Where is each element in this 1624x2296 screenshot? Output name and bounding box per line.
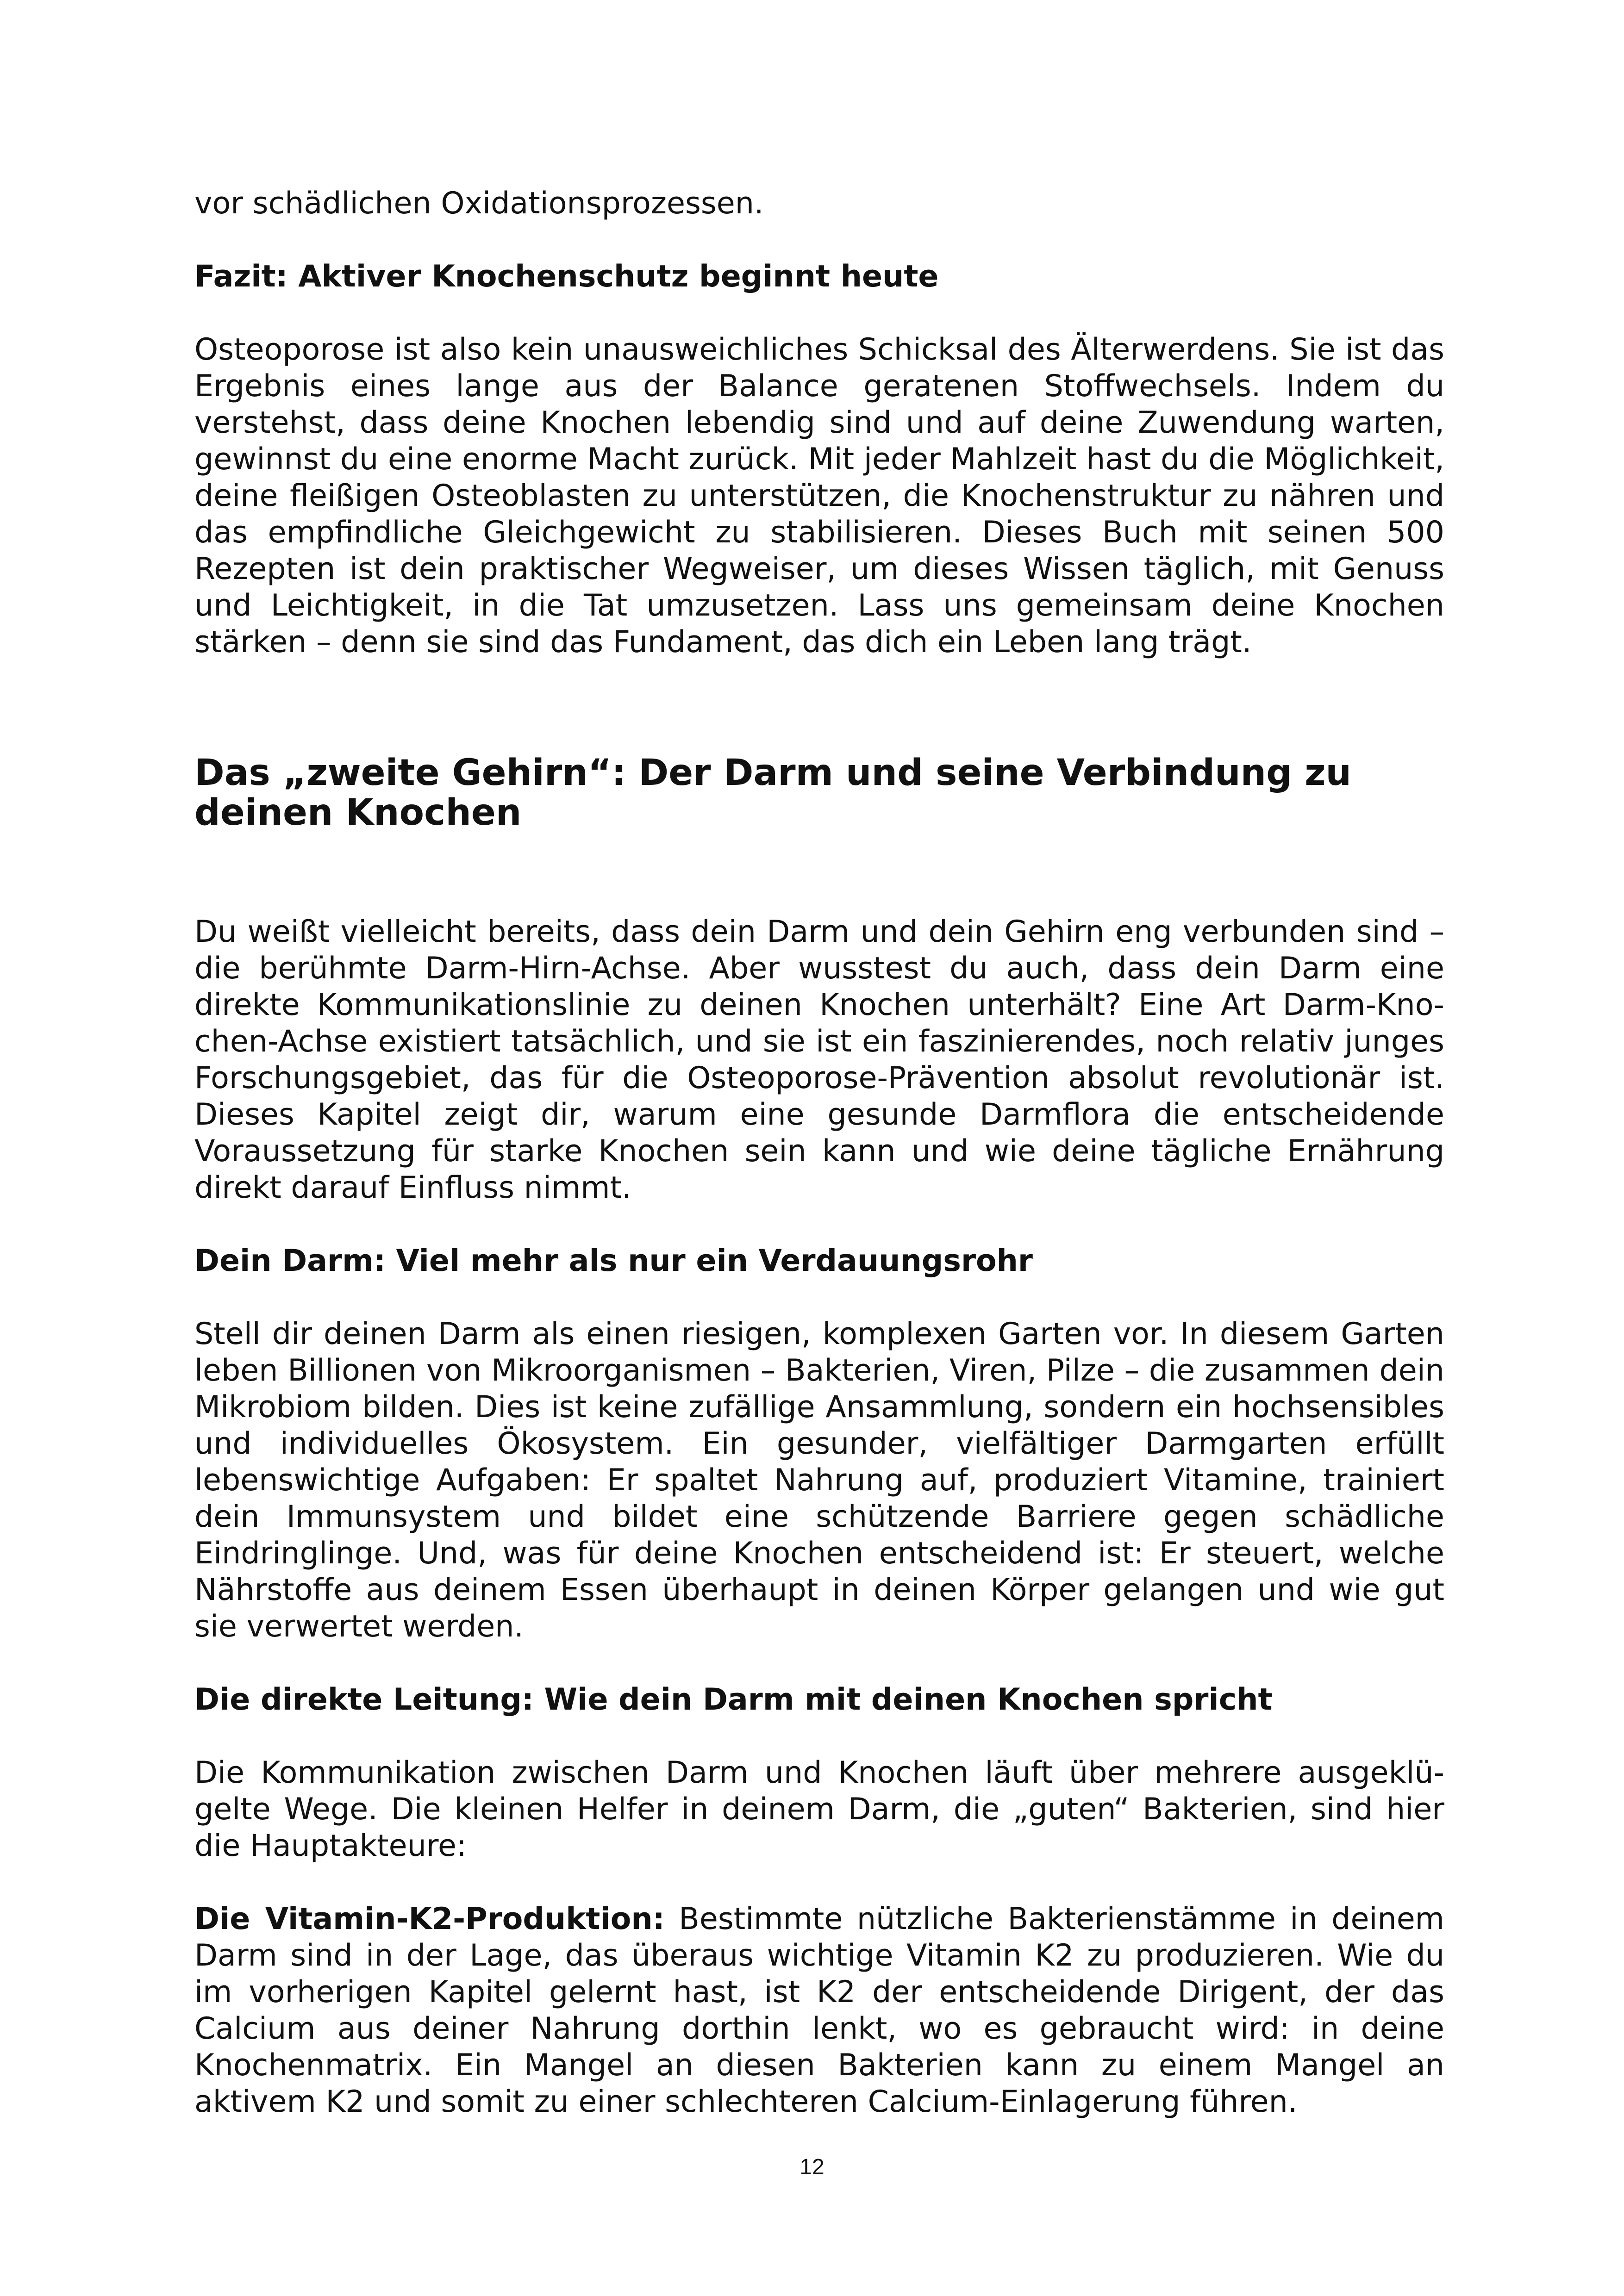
page-number: 12 — [800, 2155, 824, 2179]
vitamin-k2-paragraph — [194, 1901, 1444, 2120]
chapter-heading: Das „zweite Gehirn“: Der Darm und seine Verbindung zu deinen Knochen — [194, 752, 1352, 834]
fazit-paragraph: Osteoporose ist also kein unausweichliches Schicksal des Älterwerdens. Sie ist das Ergebnis eines lange aus der Balance geratenen Stoffwechsels. Indem du verstehst, dass deine Knochen lebendig sind und auf deine Zuwendung warten, gewinnst du eine enorme Macht zurück. Mit jeder Mahlzeit hast du die Möglichkeit, deine fleißigen Osteoblasten zu unterstützen, die Knochenstruktur zu nähren und das empfindliche Gleichgewicht zu stabilisieren. Dieses Buch mit seinen 500 Rezepten ist dein praktischer Wegweiser, um dieses Wissen täglich, mit Genuss und Leichtigkeit, in die Tat umzusetzen. Lass uns gemeinsam deine Knochen stärken – denn sie sind das Fundament, das dich ein Leben lang trägt. — [194, 332, 1444, 660]
fazit-heading: Fazit: Aktiver Knochenschutz beginnt heute — [194, 259, 939, 294]
spacer — [194, 1718, 1444, 1755]
vitamin-k2-lead: Die Vitamin-K2-Produktion: — [194, 1902, 665, 1936]
spacer — [194, 1279, 1444, 1316]
vitamin-k2-text: Bestimmte nützliche Bakterienstämme in deinem Darm sind in der Lage, das überaus wichtige Vitamin K2 zu produzieren. Wie du im vorherigen Kapitel gelernt hast, ist K2 der entscheidende Dirigent, der das Calcium aus deiner Nahrung dorthin lenkt, wo es gebraucht wird: in deine Knochenmatrix. Ein Mangel an diesen Bakterien kann zu einem Mangel an aktivem K2 und somit zu einer schlechteren Calcium-Einlagerung führen. — [194, 1902, 1445, 2119]
chapter-intro-paragraph: Du weißt vielleicht bereits, dass dein Darm und dein Gehirn eng verbunden sind – die berühmte Darm-Hirn-Achse. Aber wusstest du auch, dass dein Darm eine direkte Kommunikationslinie zu deinen Knochen unterhält? Eine Art Darm-Knochen-Achse existiert tatsächlich, und sie ist ein faszinierendes, noch relativ junges Forschungsgebiet, das für die Osteoporose-Prävention absolut revolutionär ist. Dieses Kapitel zeigt dir, warum eine gesunde Darmflora die entscheidende Voraussetzung für starke Knochen sein kann und wie deine tägliche Ernährung direkt darauf Einfluss nimmt. — [194, 915, 1444, 1205]
spacer — [194, 1864, 1444, 1901]
spacer — [194, 833, 1444, 914]
spacer — [194, 1206, 1444, 1243]
darm-paragraph: Stell dir deinen Darm als einen riesigen, komplexen Garten vor. In diesem Garten leben Billionen von Mikroorganismen – Bakterien, Viren, Pilze – die zusammen dein Mikrobiom bilden. Dies ist keine zufällige Ansammlung, sondern ein hochsensibles und individuelles Ökosystem. Ein gesunder, vielfältiger Darmgarten erfüllt lebenswichtige Aufgaben: Er spaltet Nahrung auf, produziert Vitamine, trainiert dein Immunsystem und bildet eine schützende Barriere gegen schädliche Eindringlinge. Und, was für deine Knochen entscheidend ist: Er steuert, welche Nährstoffe aus deinem Essen überhaupt in deinen Körper gelangen und wie gut sie verwertet werden. — [194, 1317, 1444, 1644]
leitung-heading: Die direkte Leitung: Wie dein Darm mit deinen Knochen spricht — [194, 1682, 1273, 1717]
spacer — [194, 660, 1444, 753]
intro-paragraph: vor schädlichen Oxidationsprozessen. — [194, 186, 764, 221]
darm-heading: Dein Darm: Viel mehr als nur ein Verdauungsrohr — [194, 1244, 1033, 1278]
page-content — [194, 185, 1444, 2120]
spacer — [194, 1645, 1444, 1681]
spacer — [194, 295, 1444, 331]
spacer — [194, 222, 1444, 258]
leitung-paragraph: Die Kommunikation zwischen Darm und Knochen läuft über mehrere ausgeklügelte Wege. Die kleinen Helfer in deinem Darm, die „guten“ Bakterien, sind hier die Hauptakteure: — [194, 1755, 1444, 1863]
